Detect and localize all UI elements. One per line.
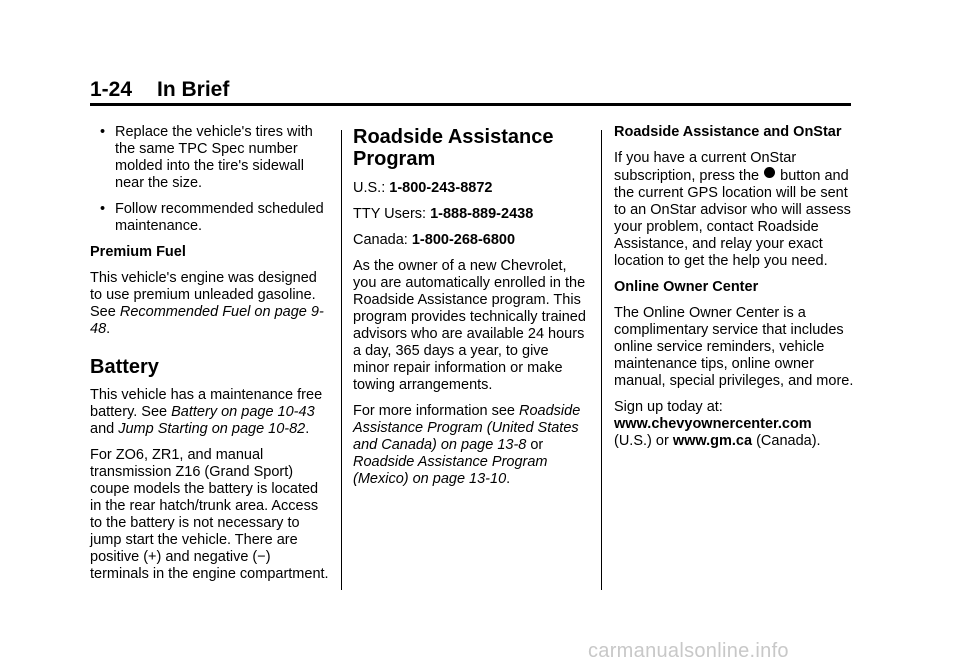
column-2 xyxy=(353,124,588,497)
onstar-button-icon xyxy=(764,167,775,178)
watermark: carmanualsonline.info xyxy=(588,640,789,662)
more-info-paragraph: For more information see Roadside Assistance Program (United States and Canada) on page 13-8 or Roadside Assistance Program (Mexico) on page 13-10. xyxy=(353,403,581,487)
bullet-text: Replace the vehicle's tires with the same TPC Spec number molded into the tire's sidewall near the size. xyxy=(115,124,313,191)
battery-paragraph-2: For ZO6, ZR1, and manual transmission Z16 (Grand Sport) coupe models the battery is located in the rear hatch/trunk area. Access to the battery is not necessary to jump start the vehicle. There are positive (+) and negative (−) terminals in the engine compartment. xyxy=(90,447,329,582)
header-rule xyxy=(90,103,851,106)
battery-paragraph-1: This vehicle has a maintenance free battery. See Battery on page 10-43 and Jump Starting on page 10-82. xyxy=(90,387,323,437)
column-3 xyxy=(614,124,854,459)
column-1 xyxy=(90,124,330,592)
section-title: In Brief xyxy=(157,78,230,101)
column-divider-1 xyxy=(341,130,342,590)
list-item xyxy=(90,201,330,235)
onstar-paragraph: If you have a current OnStar subscription, press the button and the current GPS location will be sent to an OnStar advisor who will assess your problem, contact Roadside Assistance, and relay your exact location to get the help you need. xyxy=(614,150,851,269)
owner-center-url[interactable]: www.chevyownercenter.com xyxy=(614,416,812,432)
premium-fuel-heading: Premium Fuel xyxy=(90,244,186,260)
jump-starting-link[interactable]: Jump Starting on page 10-82 xyxy=(118,421,306,437)
list-item xyxy=(90,124,330,192)
signup-paragraph: Sign up today at: www.chevyownercenter.com (U.S.) or www.gm.ca (Canada). xyxy=(614,399,821,449)
bullet-text: Follow recommended scheduled maintenance. xyxy=(115,201,324,234)
bullet-dot: • xyxy=(100,124,106,140)
us-phone: U.S.: 1-800-243-8872 xyxy=(353,180,493,196)
battery-heading: Battery xyxy=(90,356,159,378)
page-number: 1-24 xyxy=(90,78,133,101)
premium-fuel-paragraph: This vehicle's engine was designed to use premium unleaded gasoline. See Recommended Fuel on page 9-48. xyxy=(90,270,324,337)
canada-phone: Canada: 1-800-268-6800 xyxy=(353,232,516,248)
roadside-paragraph: As the owner of a new Chevrolet, you are automatically enrolled in the Roadside Assistance program. This program provides technically trained advisors who are available 24 hours a day, 365 days a year, to give minor repair information or make towing arrangements. xyxy=(353,258,586,393)
onstar-heading: Roadside Assistance and OnStar xyxy=(614,124,842,140)
page-header xyxy=(90,78,850,106)
gm-canada-url[interactable]: www.gm.ca xyxy=(672,433,753,449)
column-divider-2 xyxy=(601,130,602,590)
roadside-mexico-link[interactable]: Roadside Assistance Program (Mexico) on page 13-10 xyxy=(353,454,548,487)
tty-phone: TTY Users: 1-888-889-2438 xyxy=(353,206,534,222)
roadside-us-canada-link[interactable]: Roadside Assistance Program (United States and Canada) on page 13-8 xyxy=(353,403,581,453)
owner-center-heading: Online Owner Center xyxy=(614,279,759,295)
roadside-assistance-heading: Roadside Assistance Program xyxy=(353,126,554,170)
owner-center-paragraph: The Online Owner Center is a complimentary service that includes online service reminders, vehicle maintenance tips, online owner manual, special privileges, and more. xyxy=(614,305,854,389)
recommended-fuel-link[interactable]: Recommended Fuel on page 9-48 xyxy=(90,304,324,337)
battery-link[interactable]: Battery on page 10-43 xyxy=(171,404,315,420)
bullet-dot: • xyxy=(100,201,106,217)
